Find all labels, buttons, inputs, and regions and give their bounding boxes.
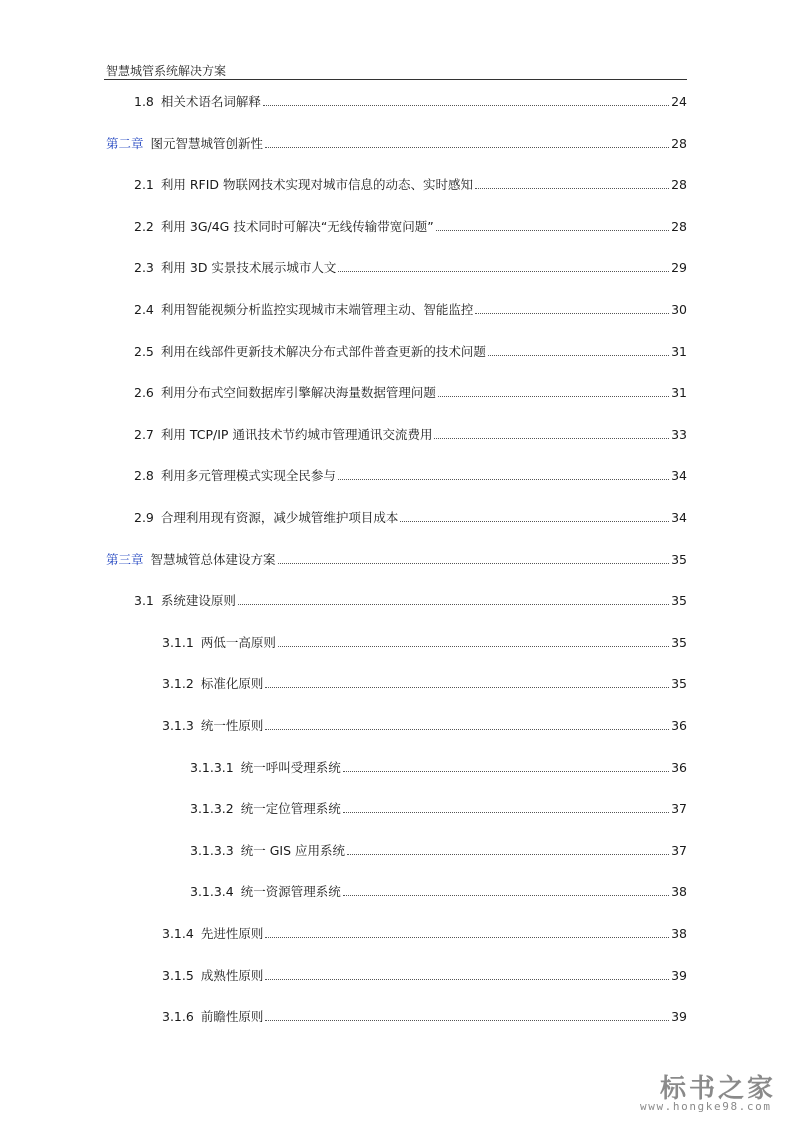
toc-title: 利用 RFID 物联网技术实现对城市信息的动态、实时感知 — [160, 177, 474, 192]
toc-entry[interactable] — [162, 674, 687, 692]
toc-section-number: 3.1.1 — [162, 635, 194, 650]
toc-title: 利用智能视频分析监控实现城市末端管理主动、智能监控 — [160, 302, 474, 317]
toc-entry[interactable] — [134, 466, 687, 484]
toc-section-number: 3.1.3.4 — [190, 884, 234, 899]
toc-title: 相关术语名词解释 — [160, 94, 261, 109]
toc-entry[interactable] — [134, 175, 687, 193]
toc-title: 两低一高原则 — [200, 635, 276, 650]
toc-page-number: 35 — [671, 635, 687, 650]
toc-leader-dots — [343, 895, 669, 896]
toc-section-number: 3.1.3 — [162, 718, 194, 733]
toc-section-number: 2.7 — [134, 427, 154, 442]
toc-page-number: 39 — [671, 968, 687, 983]
toc-entry[interactable] — [190, 758, 687, 776]
toc-entry[interactable] — [106, 134, 687, 152]
toc-leader-dots — [475, 313, 669, 314]
toc-entry[interactable] — [190, 882, 687, 900]
toc-leader-dots — [475, 188, 669, 189]
toc-entry[interactable] — [162, 924, 687, 942]
toc-leader-dots — [265, 1020, 669, 1021]
toc-entry[interactable] — [162, 716, 687, 734]
toc-section-number: 3.1.2 — [162, 676, 194, 691]
toc-leader-dots — [438, 396, 669, 397]
toc-title: 利用 3D 实景技术展示城市人文 — [160, 260, 337, 275]
toc-leader-dots — [488, 355, 669, 356]
toc-page-number: 36 — [671, 718, 687, 733]
toc-leader-dots — [265, 687, 669, 688]
toc-entry[interactable] — [134, 217, 687, 235]
toc-page-number: 39 — [671, 1009, 687, 1024]
toc-section-number: 3.1.3.1 — [190, 760, 234, 775]
toc-title: 利用 TCP/IP 通讯技术节约城市管理通讯交流费用 — [160, 427, 433, 442]
toc-page-number: 31 — [671, 385, 687, 400]
toc-leader-dots — [338, 271, 669, 272]
toc-title: 图元智慧城管创新性 — [150, 136, 264, 151]
toc-leader-dots — [278, 646, 669, 647]
toc-leader-dots — [265, 147, 669, 148]
toc-leader-dots — [343, 812, 669, 813]
toc-title: 合理利用现有资源，减少城管维护项目成本 — [160, 510, 399, 525]
watermark-url: www.hongke98.com — [640, 1100, 772, 1113]
toc-entry[interactable] — [134, 383, 687, 401]
toc-title: 统一 GIS 应用系统 — [240, 843, 345, 858]
toc-leader-dots — [343, 771, 669, 772]
toc-section-number: 1.8 — [134, 94, 154, 109]
toc-entry[interactable] — [134, 591, 687, 609]
toc-section-number: 2.2 — [134, 219, 154, 234]
toc-chapter-number: 第二章 — [106, 136, 144, 151]
toc-section-number: 2.8 — [134, 468, 154, 483]
toc-leader-dots — [434, 438, 669, 439]
toc-page-number: 34 — [671, 510, 687, 525]
toc-section-number: 3.1 — [134, 593, 154, 608]
toc-page-number: 33 — [671, 427, 687, 442]
toc-page-number: 34 — [671, 468, 687, 483]
toc-leader-dots — [400, 521, 669, 522]
toc-page-number: 37 — [671, 801, 687, 816]
toc-page-number: 28 — [671, 177, 687, 192]
toc-entry[interactable] — [134, 342, 687, 360]
toc-title: 统一呼叫受理系统 — [240, 760, 341, 775]
toc-section-number: 3.1.5 — [162, 968, 194, 983]
toc-page-number: 28 — [671, 136, 687, 151]
toc-title: 标准化原则 — [200, 676, 264, 691]
toc-leader-dots — [265, 937, 669, 938]
toc-leader-dots — [265, 979, 669, 980]
toc-leader-dots — [238, 604, 669, 605]
toc-section-number: 3.1.3.2 — [190, 801, 234, 816]
toc-page-number: 24 — [671, 94, 687, 109]
toc-entry[interactable] — [190, 841, 687, 859]
toc-page-number: 35 — [671, 552, 687, 567]
toc-page-number: 38 — [671, 884, 687, 899]
toc-title: 先进性原则 — [200, 926, 264, 941]
toc-title: 利用在线部件更新技术解决分布式部件普查更新的技术问题 — [160, 344, 486, 359]
toc-entry[interactable] — [106, 550, 687, 568]
toc-section-number: 2.4 — [134, 302, 154, 317]
toc-title: 利用分布式空间数据库引擎解决海量数据管理问题 — [160, 385, 436, 400]
toc-chapter-number: 第三章 — [106, 552, 144, 567]
toc-title: 系统建设原则 — [160, 593, 236, 608]
toc-leader-dots — [263, 105, 669, 106]
toc-title: 利用 3G/4G 技术同时可解决“无线传输带宽问题” — [160, 219, 434, 234]
toc-entry[interactable] — [134, 508, 687, 526]
toc-title: 智慧城管总体建设方案 — [150, 552, 276, 567]
toc-title: 统一性原则 — [200, 718, 264, 733]
toc-entry[interactable] — [134, 425, 687, 443]
page-header-title: 智慧城管系统解决方案 — [106, 64, 227, 78]
toc-section-number: 2.5 — [134, 344, 154, 359]
toc-entry[interactable] — [162, 1007, 687, 1025]
toc-leader-dots — [265, 729, 669, 730]
toc-page-number: 35 — [671, 676, 687, 691]
toc-section-number: 3.1.6 — [162, 1009, 194, 1024]
toc-entry[interactable] — [134, 92, 687, 110]
toc-page-number: 28 — [671, 219, 687, 234]
toc-entry[interactable] — [162, 633, 687, 651]
toc-page-number: 31 — [671, 344, 687, 359]
toc-page-number: 37 — [671, 843, 687, 858]
toc-leader-dots — [347, 854, 669, 855]
toc-section-number: 2.6 — [134, 385, 154, 400]
toc-page-number: 36 — [671, 760, 687, 775]
watermark-logo-text: 标书之家 — [660, 1074, 777, 1104]
toc-section-number: 2.9 — [134, 510, 154, 525]
toc-entry[interactable] — [134, 258, 687, 276]
toc-section-number: 2.3 — [134, 260, 154, 275]
toc-leader-dots — [338, 479, 669, 480]
toc-section-number: 2.1 — [134, 177, 154, 192]
toc-entry[interactable] — [190, 799, 687, 817]
toc-leader-dots — [278, 563, 670, 564]
toc-title: 统一定位管理系统 — [240, 801, 341, 816]
toc-title: 前瞻性原则 — [200, 1009, 264, 1024]
watermark-logo — [636, 1068, 786, 1114]
toc-page-number: 30 — [671, 302, 687, 317]
toc-section-number: 3.1.3.3 — [190, 843, 234, 858]
toc-entry[interactable] — [162, 966, 687, 984]
toc-title: 利用多元管理模式实现全民参与 — [160, 468, 336, 483]
toc-leader-dots — [436, 230, 669, 231]
toc-entry[interactable] — [134, 300, 687, 318]
toc-title: 统一资源管理系统 — [240, 884, 341, 899]
toc-title: 成熟性原则 — [200, 968, 264, 983]
toc-section-number: 3.1.4 — [162, 926, 194, 941]
toc-page-number: 38 — [671, 926, 687, 941]
toc-page-number: 29 — [671, 260, 687, 275]
toc-page-number: 35 — [671, 593, 687, 608]
